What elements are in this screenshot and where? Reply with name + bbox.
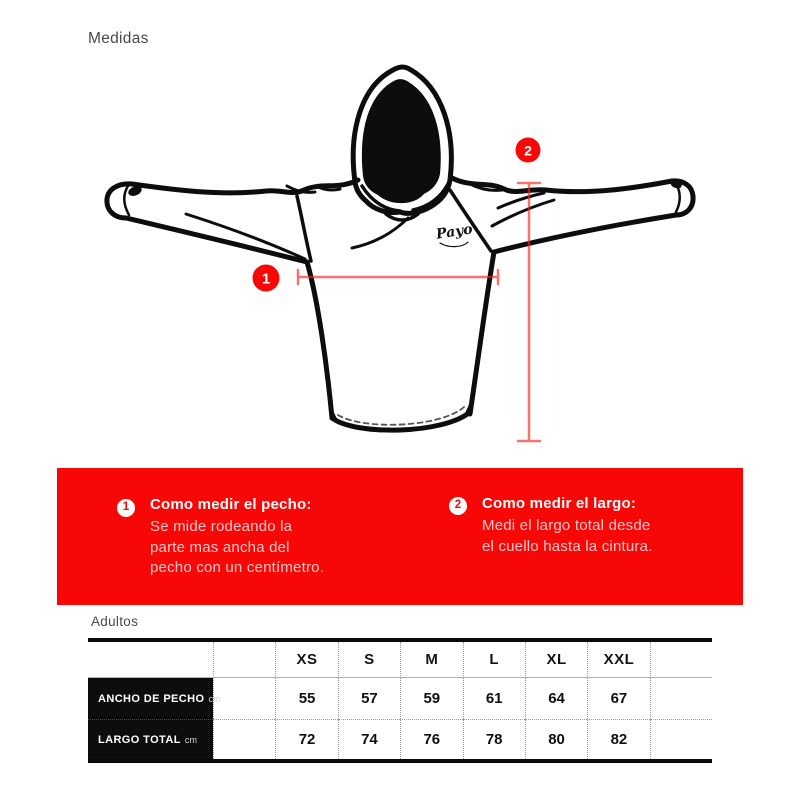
chest-drape-line (352, 218, 408, 248)
row-unit: cm (208, 693, 221, 704)
size-column-header: S (338, 642, 400, 678)
size-table-header-blank (88, 642, 213, 678)
left-raglan-seam (297, 196, 311, 261)
chest-width-value: 59 (400, 678, 462, 719)
chest-width-value: 55 (275, 678, 337, 719)
instruction-1-badge: 1 (117, 499, 135, 517)
total-length-value: 74 (338, 719, 400, 759)
size-table-header-spacer (213, 642, 275, 678)
chest-width-value: 61 (463, 678, 525, 719)
left-body-side (307, 262, 332, 418)
total-length-value: 78 (463, 719, 525, 759)
instruction-2-badge: 2 (449, 497, 467, 515)
total-length-value: 76 (400, 719, 462, 759)
chest-marker-number: 1 (261, 270, 271, 288)
chest-width-value: 57 (338, 678, 400, 719)
instruction-1-heading: Como medir el pecho: (150, 496, 312, 513)
page-title: Medidas (88, 30, 149, 47)
table-spacer-cell (213, 719, 275, 759)
size-column-header: XXL (587, 642, 649, 678)
row-label-total-length (88, 719, 213, 759)
instruction-1-line: pecho con un centímetro. (150, 559, 325, 576)
section-label-adultos: Adultos (91, 614, 139, 629)
total-length-value: 72 (275, 719, 337, 759)
table-spacer-cell (213, 678, 275, 719)
chest-logo: Payo (434, 221, 474, 243)
chest-width-value: 64 (525, 678, 587, 719)
left-cuff-inner-line (124, 186, 129, 215)
instruction-2 (482, 495, 653, 557)
size-table-header-end-spacer (650, 642, 712, 678)
measure-instructions-banner (57, 468, 743, 605)
table-spacer-cell (650, 678, 712, 719)
total-length-value: 82 (587, 719, 649, 759)
size-column-header: XS (275, 642, 337, 678)
instruction-2-line: el cuello hasta la cintura. (482, 537, 653, 555)
row-label-text: ANCHO DE PECHO (98, 692, 205, 705)
size-table (88, 638, 712, 763)
instruction-1-line: parte mas ancha del (150, 538, 290, 556)
size-column-header: L (463, 642, 525, 678)
length-marker-number: 2 (524, 142, 532, 159)
row-label-chest-width (88, 678, 221, 719)
hem-outline (332, 412, 470, 430)
instruction-1 (150, 496, 324, 579)
chest-width-value: 67 (587, 678, 649, 719)
row-unit: cm (184, 734, 198, 745)
total-length-value: 80 (525, 719, 587, 759)
chest-logo-underline (440, 242, 468, 247)
instruction-1-line: Se mide rodeando la (150, 518, 293, 535)
chest-measure-line (298, 270, 498, 284)
left-shoulder-arm-top (132, 180, 358, 193)
table-spacer-cell (650, 719, 712, 759)
size-column-header: M (400, 642, 462, 678)
instruction-2-heading: Como medir el largo: (482, 495, 637, 512)
instruction-2-line: Medi el largo total desde (482, 517, 651, 534)
right-arm-underside (494, 215, 676, 252)
length-measure-line (518, 183, 540, 441)
row-label-text: LARGO TOTAL (98, 733, 181, 746)
size-column-header: XL (525, 642, 587, 678)
